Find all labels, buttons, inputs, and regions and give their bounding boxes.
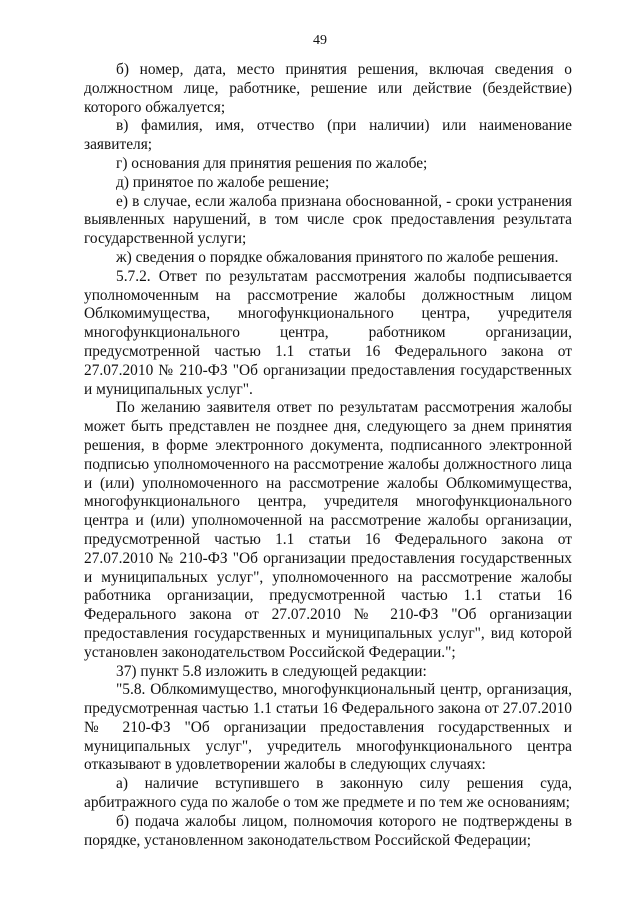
clause-5-7-2: 5.7.2. Ответ по результатам рассмотрения жалобы подписывается уполномоченным на рассмотрение жалобы должностным лицом Облкомимущества, многофункционального центра, учредителя многофункционального центра, работником организации, предусмотренной частью 1.1 статьи 16 Федерального закона от 27.07.2010 № 210-ФЗ "Об организации предоставления государственных и муниципальных услуг".	[84, 267, 572, 398]
page-number: 49	[313, 33, 327, 48]
amendment-37: 37) пункт 5.8 изложить в следующей редакции:	[116, 662, 427, 680]
list-item-d: д) принятое по жалобе решение;	[116, 173, 330, 191]
electronic-response-paragraph: По желанию заявителя ответ по результатам рассмотрения жалобы может быть представлен не позднее дня, следующего за днем принятия решения, в форме электронного документа, подписанного электронной подписью уполномоченного на рассмотрение жалобы должностного лица и (или) уполномоченного на рассмотрение жалобы Облкомимущества, многофункционального центра, учредителя многофункционального центра и (или) уполномоченной на рассмотрение жалобы организации, предусмотренной частью 1.1 статьи 16 Федерального закона от 27.07.2010 № 210-ФЗ "Об организации предоставления государственных и муниципальных услуг", уполномоченного на рассмотрение жалобы работника организации, предусмотренной частью 1.1 статьи 16 Федерального закона от 27.07.2010 № 210-ФЗ "Об организации предоставления государственных и муниципальных услуг", вид которой установлен законодательством Российской Федерации.";	[84, 399, 572, 661]
refusal-case-b: б) подача жалобы лицом, полномочия которого не подтверждены в порядке, установленном законодательством Российской Федерации;	[84, 812, 572, 849]
clause-5-8: "5.8. Облкомимущество, многофункциональный центр, организация, предусмотренная частью 1.1 статьи 16 Федерального закона от 27.07.2010 № 210-ФЗ "Об организации предоставления государственных и муниципальных услуг", учредитель многофункционального центра отказывают в удовлетворении жалобы в следующих случаях:	[84, 681, 572, 774]
list-item-zh: ж) сведения о порядке обжалования принятого по жалобе решения.	[116, 248, 559, 266]
list-item-e: е) в случае, если жалоба признана обоснованной, - сроки устранения выявленных нарушений, в том числе срок предоставления результата государственной услуги;	[84, 192, 572, 248]
document-body	[84, 61, 572, 850]
list-item-v: в) фамилия, имя, отчество (при наличии) или наименование заявителя;	[84, 117, 572, 154]
refusal-case-a: а) наличие вступившего в законную силу решения суда, арбитражного суда по жалобе о том же предмете и по тем же основаниям;	[84, 775, 572, 812]
list-item-b: б) номер, дата, место принятия решения, включая сведения о должностном лице, работнике, решение или действие (бездействие) которого обжалуется;	[84, 61, 572, 116]
list-item-g: г) основания для принятия решения по жалобе;	[116, 154, 428, 172]
